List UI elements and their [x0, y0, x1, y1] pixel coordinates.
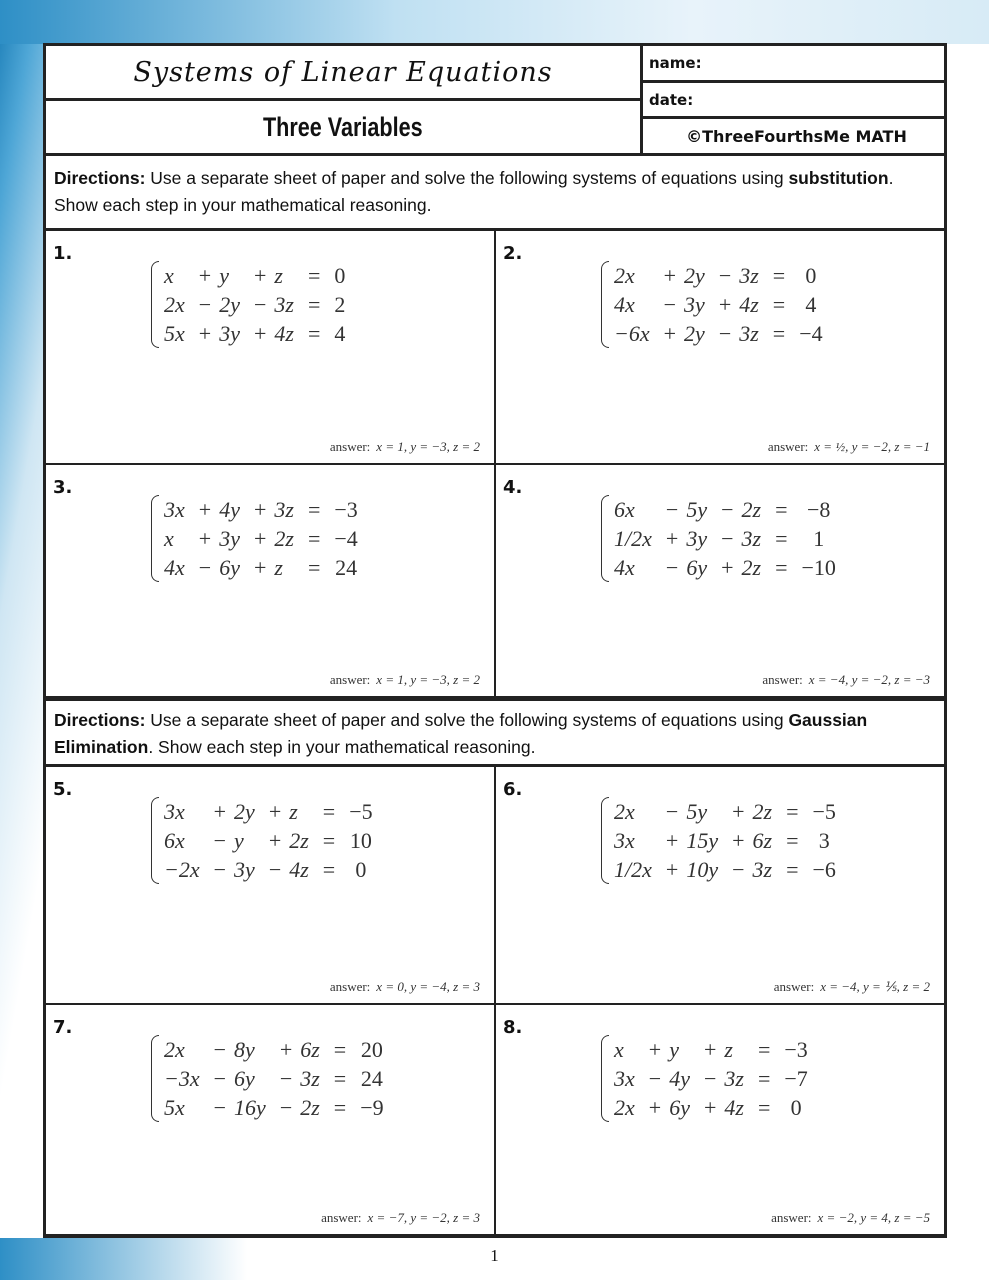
equation-term: 4: [334, 320, 346, 346]
answer-value: x = −7, y = −2, z = 3: [367, 1210, 480, 1225]
answer-value: x = −2, y = 4, z = −5: [817, 1210, 930, 1225]
equation-system: [151, 495, 365, 582]
equation-term: 3z: [300, 1065, 320, 1091]
directions-text: Use a separate sheet of paper and solve the following systems of equations using: [145, 710, 789, 730]
equation-term: −: [718, 262, 732, 288]
equation-term: +: [253, 262, 267, 288]
equation-term: +: [665, 525, 679, 551]
equation-term: 4x: [164, 554, 185, 580]
equation-term: −4: [799, 320, 823, 346]
equation-term: 2y: [684, 320, 705, 346]
equation-term: 4x: [614, 291, 635, 317]
equation-term: 1: [813, 525, 825, 551]
equation-term: +: [198, 525, 212, 551]
equation-term: +: [253, 554, 267, 580]
equation-term: 4z: [739, 291, 759, 317]
equation-term: −4: [334, 525, 358, 551]
directions-gaussian: [46, 698, 944, 767]
answer: [762, 672, 930, 688]
equation-row: [163, 290, 352, 319]
equation-term: x: [164, 262, 174, 288]
equation-term: 3z: [724, 1065, 744, 1091]
equation-term: 2z: [289, 827, 309, 853]
equation-term: 5y: [686, 496, 708, 522]
equation-term: 3z: [741, 525, 762, 551]
equation-system: [601, 495, 843, 582]
equation-term: 6z: [300, 1036, 320, 1062]
equation-term: 2y: [219, 291, 240, 317]
header: [46, 46, 944, 156]
equation-term: 2x: [164, 1036, 185, 1062]
equation-term: −: [268, 856, 282, 882]
directions-text: Use a separate sheet of paper and solve the following systems of equations using: [145, 168, 789, 188]
equation-term: +: [648, 1094, 662, 1120]
equation-term: =: [775, 525, 788, 551]
equation-term: 2z: [300, 1094, 320, 1120]
answer-value: x = −4, y = −2, z = −3: [808, 672, 930, 687]
directions-label: Directions:: [54, 710, 146, 730]
equation-row: [613, 524, 843, 553]
equation-term: 3z: [274, 496, 294, 522]
directions-text: . Show each step in your mathematical reasoning.: [54, 168, 894, 215]
equation-term: 5y: [686, 798, 708, 824]
equation-term: 4z: [724, 1094, 744, 1120]
equation-row: [613, 826, 843, 855]
equation-term: =: [333, 1094, 347, 1120]
directions-method: Gaussian Elimination: [54, 710, 868, 757]
equation-term: −: [665, 554, 679, 580]
equation-term: 3x: [614, 1065, 635, 1091]
equation-term: 4z: [289, 856, 309, 882]
equations: [163, 1035, 391, 1122]
background-top: [0, 0, 989, 44]
problem-cell: [496, 767, 944, 1005]
equation-term: 3y: [219, 525, 240, 551]
equation-term: +: [663, 262, 677, 288]
left-brace: [151, 261, 159, 348]
equation-term: 3y: [219, 320, 240, 346]
page-number: 1: [490, 1246, 499, 1265]
equation-term: 2y: [684, 262, 705, 288]
directions-text: . Show each step in your mathematical reasoning.: [148, 737, 536, 757]
equation-term: =: [757, 1094, 771, 1120]
equations: [163, 261, 352, 348]
equation-row: [163, 495, 365, 524]
equation-term: +: [721, 554, 734, 580]
problem-cell: [46, 767, 496, 1005]
equation-term: −6x: [614, 320, 650, 346]
equation-term: −: [213, 1065, 227, 1091]
problem-number: 7.: [53, 1017, 73, 1038]
equations: [613, 797, 843, 884]
problem-number: 2.: [503, 243, 523, 264]
equation-term: −: [213, 1094, 227, 1120]
copyright: ©ThreeFourthsMe MATH: [686, 126, 907, 146]
equation-term: 4x: [614, 554, 635, 580]
equation-term: 4: [805, 291, 817, 317]
equation-term: =: [775, 496, 788, 522]
equation-system: [151, 1035, 391, 1122]
equation-term: −9: [360, 1094, 384, 1120]
equation-term: =: [322, 827, 336, 853]
equation-row: [613, 797, 843, 826]
equation-row: [613, 1064, 815, 1093]
equation-term: =: [322, 798, 336, 824]
equation-term: =: [322, 856, 336, 882]
equation-term: −: [253, 291, 267, 317]
equation-term: −: [213, 827, 227, 853]
equation-term: 10: [349, 827, 372, 853]
equation-term: =: [772, 291, 786, 317]
problem-number: 1.: [53, 243, 73, 264]
equation-term: 0: [805, 262, 817, 288]
problems-section-2: [46, 767, 944, 1236]
equation-term: =: [333, 1036, 347, 1062]
equation-term: 2x: [164, 291, 185, 317]
equation-term: 8y: [234, 1036, 255, 1062]
equation-term: +: [703, 1094, 717, 1120]
student-info: [643, 46, 944, 153]
equation-term: 2x: [614, 798, 635, 824]
equation-term: =: [307, 262, 321, 288]
equation-term: 2y: [234, 798, 255, 824]
left-brace: [601, 261, 609, 348]
equation-term: z: [724, 1036, 733, 1062]
equation-term: −5: [349, 798, 373, 824]
equation-term: 2x: [614, 262, 635, 288]
equation-term: 3y: [684, 291, 705, 317]
equation-term: 16y: [234, 1094, 266, 1120]
problem-number: 3.: [53, 477, 73, 498]
equation-term: +: [268, 798, 282, 824]
equation-term: −: [732, 856, 745, 882]
answer-value: x = 0, y = −4, z = 3: [376, 979, 480, 994]
equation-term: −6: [812, 856, 836, 882]
equation-term: =: [772, 262, 786, 288]
equation-term: −2x: [164, 856, 200, 882]
equation-term: 0: [790, 1094, 802, 1120]
equation-row: [613, 495, 843, 524]
equation-term: −10: [801, 554, 836, 580]
equation-row: [163, 524, 365, 553]
answer-value: x = −4, y = ⅕, z = 2: [820, 979, 930, 994]
equation-system: [151, 261, 352, 348]
answer-label: answer:: [771, 1210, 812, 1225]
equation-term: 6x: [614, 496, 635, 522]
left-brace: [601, 1035, 609, 1122]
equation-term: 2: [334, 291, 346, 317]
directions-label: Directions:: [54, 168, 146, 188]
equation-row: [163, 553, 365, 582]
equation-term: 20: [360, 1036, 383, 1062]
equation-system: [151, 797, 380, 884]
equation-term: +: [198, 320, 212, 346]
answer-label: answer:: [767, 439, 809, 454]
equation-term: 3: [818, 827, 830, 853]
title-block: [46, 46, 643, 153]
equation-term: −: [665, 496, 679, 522]
answer-label: answer:: [321, 1210, 362, 1225]
equation-term: =: [307, 496, 321, 522]
equation-term: +: [663, 320, 677, 346]
equation-term: +: [718, 291, 732, 317]
equation-term: 6y: [234, 1065, 255, 1091]
equation-term: 24: [360, 1065, 383, 1091]
answer-label: answer:: [762, 672, 803, 687]
equation-term: 3x: [164, 496, 185, 522]
equation-row: [163, 1064, 391, 1093]
equation-row: [163, 1093, 391, 1122]
equation-term: 3z: [739, 262, 759, 288]
worksheet: [43, 43, 947, 1238]
equations: [613, 1035, 815, 1122]
left-brace: [601, 495, 609, 582]
equation-row: [613, 319, 830, 348]
equation-term: +: [198, 496, 212, 522]
equations: [613, 261, 830, 348]
left-brace: [151, 797, 159, 884]
equation-term: 4z: [274, 320, 294, 346]
equation-system: [601, 261, 830, 348]
answer: [330, 672, 480, 688]
directions-method: substitution: [788, 168, 889, 188]
equation-term: y: [234, 827, 244, 853]
left-brace: [151, 495, 159, 582]
equation-term: =: [307, 525, 321, 551]
answer-value: x = 1, y = −3, z = 2: [376, 439, 480, 454]
equation-row: [163, 855, 380, 884]
equation-term: =: [775, 554, 788, 580]
equation-term: +: [253, 320, 267, 346]
answer-value: x = ½, y = −2, z = −1: [814, 439, 930, 454]
problem-cell: [46, 465, 496, 698]
equation-term: +: [213, 798, 227, 824]
problem-number: 8.: [503, 1017, 523, 1038]
equation-term: 3z: [274, 291, 294, 317]
equation-term: +: [268, 827, 282, 853]
equation-term: −: [198, 291, 212, 317]
answer-value: x = 1, y = −3, z = 2: [376, 672, 480, 687]
equation-term: −5: [812, 798, 836, 824]
equation-system: [601, 797, 843, 884]
equation-row: [163, 826, 380, 855]
equation-row: [163, 319, 352, 348]
answer: [330, 979, 480, 995]
equation-row: [613, 290, 830, 319]
equation-row: [613, 1093, 815, 1122]
equation-term: =: [757, 1036, 771, 1062]
equation-term: −: [663, 291, 677, 317]
problem-cell: [496, 465, 944, 698]
equation-row: [613, 553, 843, 582]
equation-system: [601, 1035, 815, 1122]
worksheet-subtitle: Three Variables: [263, 111, 423, 142]
equation-term: x: [614, 1036, 624, 1062]
equation-term: +: [665, 856, 679, 882]
equations: [163, 797, 380, 884]
equation-term: =: [786, 798, 799, 824]
equation-term: −: [665, 798, 679, 824]
equation-term: 24: [335, 554, 358, 580]
equation-term: 5x: [164, 320, 185, 346]
equation-term: 3y: [234, 856, 255, 882]
equation-term: +: [648, 1036, 662, 1062]
equation-term: =: [307, 554, 321, 580]
problem-number: 6.: [503, 779, 523, 800]
equation-term: −: [279, 1065, 293, 1091]
equation-term: −8: [806, 496, 831, 522]
answer-label: answer:: [329, 439, 371, 454]
equation-term: −: [198, 554, 212, 580]
equation-term: z: [274, 554, 283, 580]
equation-term: +: [732, 827, 745, 853]
equation-term: −: [648, 1065, 662, 1091]
left-brace: [601, 797, 609, 884]
equation-term: 3z: [739, 320, 759, 346]
equation-term: 6y: [686, 554, 708, 580]
equation-term: 5x: [164, 1094, 185, 1120]
answer: [774, 979, 930, 995]
answer: [768, 439, 930, 455]
equation-term: 4y: [219, 496, 240, 522]
problem-cell: [46, 1005, 496, 1236]
problem-cell: [496, 231, 944, 465]
equation-term: =: [786, 856, 799, 882]
equation-row: [163, 1035, 391, 1064]
equation-term: −7: [784, 1065, 808, 1091]
equation-term: =: [307, 320, 321, 346]
left-brace: [151, 1035, 159, 1122]
equation-term: +: [198, 262, 212, 288]
equation-term: 15y: [686, 827, 719, 853]
equation-term: +: [253, 525, 267, 551]
equation-row: [163, 797, 380, 826]
equation-term: 2z: [741, 496, 762, 522]
equation-term: −: [718, 320, 732, 346]
equation-term: −: [721, 525, 734, 551]
equation-term: +: [253, 496, 267, 522]
equation-term: 1/2x: [614, 525, 652, 551]
problem-cell: [496, 1005, 944, 1236]
equation-term: +: [703, 1036, 717, 1062]
equation-row: [613, 261, 830, 290]
equation-term: +: [665, 827, 679, 853]
answer-label: answer:: [773, 979, 815, 994]
equation-row: [613, 855, 843, 884]
equations: [163, 495, 365, 582]
equation-term: =: [757, 1065, 771, 1091]
equation-term: −: [213, 856, 227, 882]
equation-term: 3x: [614, 827, 635, 853]
equation-term: 3x: [164, 798, 185, 824]
worksheet-title: Systems of Linear Equations: [46, 46, 640, 101]
equation-term: 0: [334, 262, 346, 288]
equation-term: =: [772, 320, 786, 346]
equation-term: 2x: [614, 1094, 635, 1120]
equation-term: −3x: [164, 1065, 200, 1091]
equation-term: 6y: [219, 554, 240, 580]
answer-label: answer:: [329, 979, 371, 994]
answer-label: answer:: [329, 672, 371, 687]
equation-row: [163, 261, 352, 290]
equation-term: 2z: [274, 525, 294, 551]
equation-term: 6x: [164, 827, 185, 853]
equation-term: 0: [355, 856, 367, 882]
equations: [613, 495, 843, 582]
answer: [330, 439, 480, 455]
answer: [321, 1210, 480, 1226]
equation-term: −: [213, 1036, 227, 1062]
equation-term: =: [333, 1065, 347, 1091]
equation-term: 2z: [741, 554, 762, 580]
equation-term: 6y: [669, 1094, 690, 1120]
equation-row: [613, 1035, 815, 1064]
equation-term: 6z: [752, 827, 773, 853]
equation-term: =: [786, 827, 799, 853]
problem-number: 4.: [503, 477, 523, 498]
problems-section-1: [46, 231, 944, 698]
name-field[interactable]: name:: [643, 46, 944, 83]
equation-term: −3: [784, 1036, 808, 1062]
equation-term: z: [289, 798, 298, 824]
equation-term: 2z: [752, 798, 773, 824]
equation-term: 4y: [669, 1065, 690, 1091]
equation-term: x: [164, 525, 174, 551]
equation-term: y: [219, 262, 229, 288]
equation-term: +: [279, 1036, 293, 1062]
date-field[interactable]: date:: [643, 83, 944, 120]
equation-term: −: [279, 1094, 293, 1120]
answer: [771, 1210, 930, 1226]
equation-term: −3: [334, 496, 358, 522]
problem-cell: [46, 231, 496, 465]
directions-substitution: [46, 156, 944, 231]
equation-term: +: [732, 798, 745, 824]
equation-term: −: [721, 496, 734, 522]
equation-term: 1/2x: [614, 856, 652, 882]
equation-term: =: [307, 291, 321, 317]
problem-number: 5.: [53, 779, 73, 800]
equation-term: z: [274, 262, 283, 288]
equation-term: 10y: [686, 856, 719, 882]
equation-term: 3z: [752, 856, 773, 882]
equation-term: y: [669, 1036, 679, 1062]
equation-term: −: [703, 1065, 717, 1091]
equation-term: 3y: [686, 525, 708, 551]
